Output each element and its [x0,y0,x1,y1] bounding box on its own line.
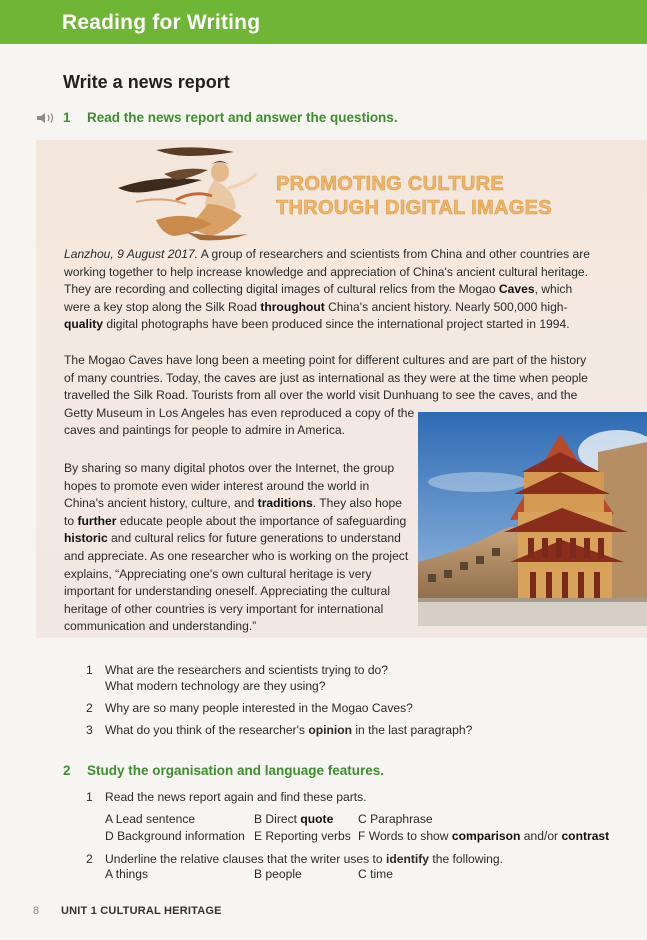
option-d-background: D Background information [105,829,245,843]
article-paragraph-1 [64,246,590,334]
audio-speaker-icon[interactable] [36,112,56,124]
p2-line-2: of many countries. Today, the caves are just as international as they were at the time when people [64,370,588,385]
vocab-further: further [77,513,117,528]
headline-line-1: PROMOTING CULTURE [276,173,505,195]
option-a-things: A things [105,867,149,881]
task-2-heading [63,763,384,778]
vocab-identify: identify [386,852,430,866]
p3-line-10: communication and understanding.” [64,619,257,634]
option-f-comparison-contrast: F Words to show comparison and/or contrast [358,829,610,843]
option-a-lead-sentence: A Lead sentence [105,812,196,826]
task-2-item-1: 1 Read the news report again and find these parts. [86,790,367,804]
p2-line-1: The Mogao Caves have long been a meeting point for different cultures and are part of the history [64,353,587,367]
vocab-opinion: opinion [308,723,352,737]
task-1-number: 1 [63,110,71,125]
p2-line-5: caves and paintings for people to admire in America. [64,423,346,438]
task-2-item-2: 2 Underline the relative clauses that the writer uses to identify the following. [86,852,503,866]
p3-line-1: By sharing so many digital photos over the Internet, the group [64,461,395,475]
vocab-caves: Caves [498,282,535,297]
p1-line-5: quality digital photographs have been produced since the international project started in 1994. [64,317,570,332]
unit-label: UNIT 1 CULTURAL HERITAGE [61,905,222,917]
vocab-historic: historic [64,531,108,546]
p1-line-4: were a key stop along the Silk Road throughout China's ancient history. Nearly 500,000 high- [64,299,568,314]
p3-line-9: heritage of other countries is very important for international [64,601,384,616]
option-b-direct-quote: B Direct quote [254,812,334,826]
vocab-quality: quality [64,317,103,332]
vocab-traditions: traditions [257,496,313,511]
comprehension-questions: 1 What are the researchers and scientists trying to do? What modern technology are they using? 2 Why are so many people interested in the Mogao Caves? 3 What do you think of the researcher's opinion in the last paragraph? [86,663,473,737]
task-2-instruction: Study the organisation and language features. [87,763,385,778]
p3-line-7: explains, “Appreciating one's own cultural heritage is very [64,566,372,581]
p3-line-8: important for understanding oneself. Appreciating the cultural [64,584,391,599]
page-number: 8 [33,905,40,917]
p1-line-1: A group of researchers and scientists from China and other countries are [200,247,590,261]
p3-line-4: to further educate people about the importance of safeguarding [64,513,407,528]
p2-line-4: Getty Museum in Los Angeles has even reproduced a copy of the [64,405,415,420]
page-header-title: Reading for Writing [62,11,261,34]
p2-line-3: travelled the Silk Road. Tourists from all over the world visit Dunhuang to see the caves, and the [64,388,578,403]
mogao-caves-photo [418,412,647,626]
p3-line-5: historic and cultural relics for future generations to understand [64,531,401,546]
flying-apsara-illustration [116,144,266,242]
headline-line-2: THROUGH DIGITAL IMAGES [276,197,552,219]
p3-line-6: and appreciate. As one researcher who is working on the project [64,548,409,563]
p3-line-2: hopes to promote even wider interest around the world in [64,478,370,493]
p3-line-3: China's ancient history, culture, and traditions. They also hope [64,496,402,511]
section-title: Write a news report [63,72,230,92]
article-paragraph-3 [64,460,408,636]
option-b-people: B people [254,867,302,881]
option-c-paraphrase: C Paraphrase [358,812,433,826]
option-c-time: C time [358,867,393,881]
dateline: Lanzhou, 9 August 2017. [64,247,199,261]
p1-line-2: working together to help increase knowledge and appreciation of China's ancient cultural heritage. [64,264,589,279]
option-e-reporting-verbs: E Reporting verbs [254,829,351,843]
task-1-instruction: Read the news report and answer the questions. [87,110,398,125]
p1-line-3: They are recording and collecting digital images of cultural relics from the Mogao Caves, which [64,282,573,297]
vocab-throughout: throughout [260,299,325,314]
article-headline [276,172,552,220]
task-1-heading [63,110,398,125]
task-2-number: 2 [63,763,71,778]
